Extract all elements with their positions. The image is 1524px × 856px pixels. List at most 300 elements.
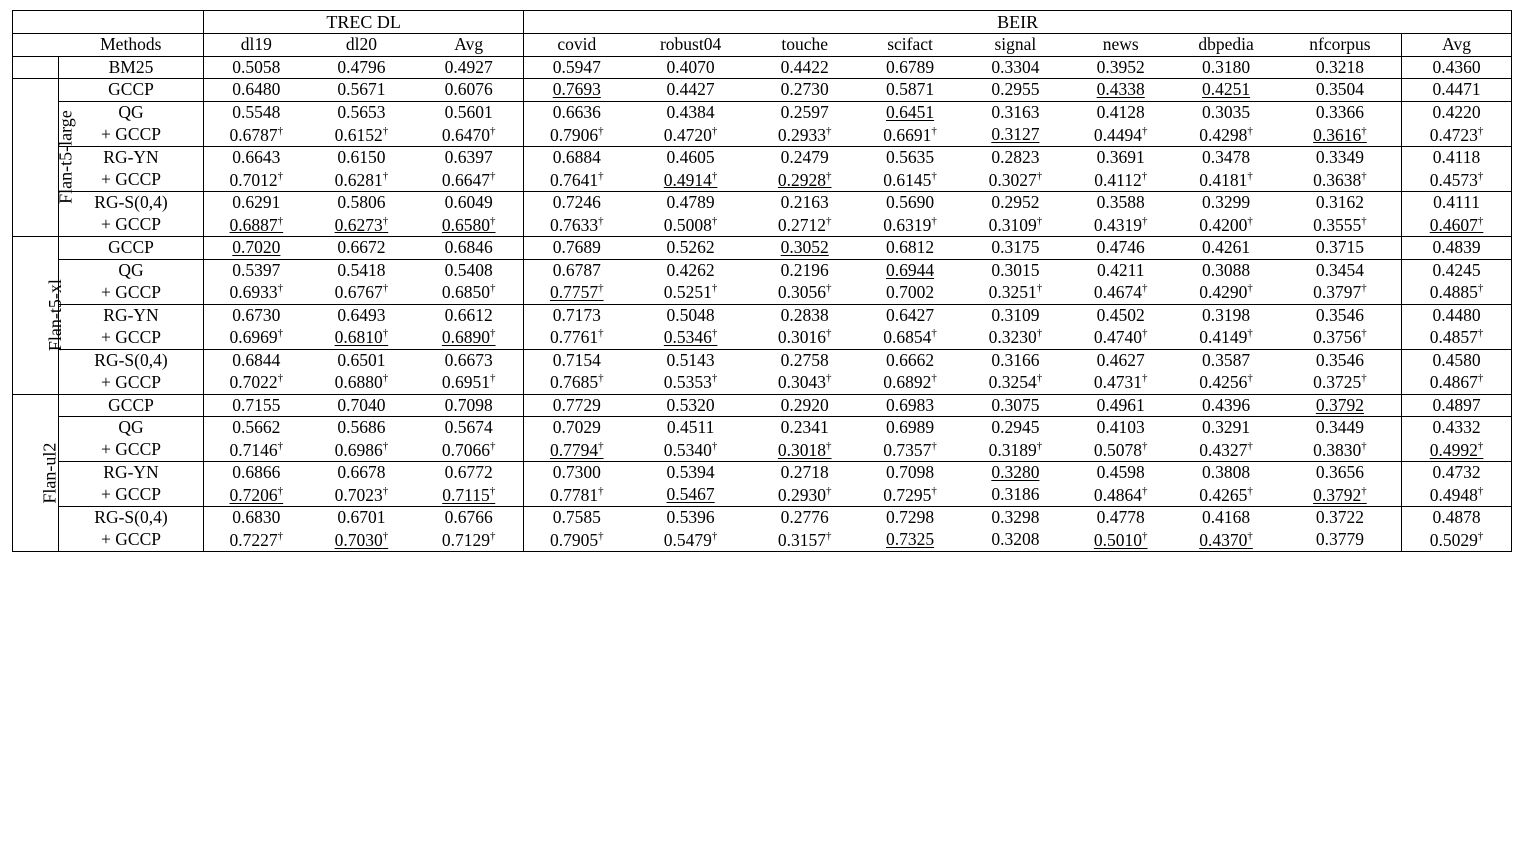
metric-value: 0.4319	[1093, 214, 1143, 235]
metric-value: 0.6612	[444, 304, 493, 325]
col-header-touche-6: touche	[752, 34, 857, 57]
metric-cell: 0.4265†	[1199, 484, 1253, 505]
metric-cell	[752, 101, 857, 123]
metric-cell	[414, 507, 524, 529]
metric-value: 0.3830	[1313, 439, 1362, 460]
table-row	[13, 439, 1512, 462]
metric-value: 0.4181	[1199, 169, 1248, 190]
metric-value: 0.3052	[780, 236, 829, 257]
metric-value: 0.6580	[441, 214, 491, 235]
metric-cell: 0.6854†	[883, 327, 937, 348]
metric-cell	[1402, 101, 1512, 123]
metric-cell	[1279, 146, 1402, 168]
metric-cell	[1173, 417, 1278, 439]
metric-value: 0.3163	[991, 101, 1040, 122]
metric-cell	[309, 507, 414, 529]
metric-value: 0.7757	[549, 282, 599, 302]
metric-cell: 0.6152†	[334, 124, 389, 145]
metric-value: 0.4796	[337, 56, 386, 77]
metric-value: 0.6933	[229, 282, 278, 302]
metric-cell	[1402, 56, 1512, 79]
metric-value: 0.7357	[883, 439, 932, 460]
row-method-label: + GCCP	[59, 326, 204, 349]
metric-value: 0.7098	[444, 394, 493, 415]
row-method-label: + GCCP	[59, 281, 204, 304]
table-row	[13, 462, 1512, 484]
metric-cell	[203, 394, 308, 417]
metric-cell	[1402, 259, 1512, 281]
metric-cell: 0.6933†	[229, 282, 284, 302]
metric-cell: 0.7641†	[524, 169, 629, 192]
row-method-label: RG-S(0,4)	[59, 191, 204, 213]
metric-cell: 0.2933†	[777, 124, 832, 145]
metric-cell	[1279, 507, 1402, 529]
metric-value: 0.4961	[1096, 394, 1145, 415]
table-row	[13, 417, 1512, 439]
metric-cell: 0.5479†	[663, 529, 718, 550]
metric-cell	[309, 101, 414, 123]
metric-cell	[963, 79, 1068, 102]
metric-value: 0.3715	[1315, 236, 1364, 257]
metric-value: 0.3166	[991, 349, 1040, 370]
metric-cell	[752, 146, 857, 168]
metric-cell	[857, 259, 962, 281]
metric-cell	[1068, 236, 1173, 259]
metric-cell	[1173, 462, 1278, 484]
row-method-label: BM25	[59, 56, 204, 79]
metric-cell: 0.3189†	[988, 439, 1043, 460]
metric-value: 0.3656	[1315, 462, 1364, 483]
metric-value: 0.4511	[666, 417, 715, 438]
metric-value: 0.3254	[988, 372, 1037, 393]
metric-value: 0.4103	[1096, 417, 1145, 438]
metric-cell	[1279, 304, 1402, 326]
group-col-blank	[13, 34, 59, 57]
metric-cell	[524, 259, 629, 281]
metric-cell	[414, 394, 524, 417]
metric-cell	[414, 79, 524, 102]
metric-cell: 0.3792†	[1313, 484, 1367, 505]
metric-value: 0.5635	[885, 146, 935, 167]
metric-value: 0.4211	[1096, 259, 1145, 280]
metric-cell	[963, 101, 1068, 123]
metric-value: 0.5058	[232, 56, 281, 77]
metric-value: 0.6397	[444, 146, 493, 167]
metric-value: 0.7246	[552, 191, 601, 212]
metric-cell	[524, 507, 629, 529]
metric-cell: 0.3555†	[1313, 214, 1367, 235]
metric-cell	[963, 349, 1068, 371]
metric-value: 0.7066	[441, 439, 491, 460]
metric-value: 0.3304	[991, 56, 1040, 77]
metric-cell	[1068, 462, 1173, 484]
metric-value: 0.3588	[1096, 191, 1145, 212]
metric-cell: 0.7633†	[524, 214, 629, 237]
metric-cell	[203, 349, 308, 371]
metric-value: 0.6470	[441, 124, 491, 145]
row-method-label: RG-YN	[59, 462, 204, 484]
metric-cell: 0.6580†	[441, 214, 496, 235]
metric-value: 0.6789	[885, 56, 935, 77]
metric-value: 0.6480	[232, 79, 281, 100]
metric-value: 0.6766	[444, 507, 493, 528]
metric-cell	[1173, 56, 1278, 79]
metric-value: 0.4396	[1201, 394, 1251, 415]
header-group-trec-dl: TREC DL	[203, 11, 523, 34]
table-row	[13, 394, 1512, 417]
metric-cell	[524, 191, 629, 213]
metric-cell	[857, 79, 962, 102]
metric-cell: 0.6691†	[883, 124, 937, 145]
metric-value: 0.3198	[1201, 304, 1251, 325]
metric-value: 0.3186	[991, 484, 1040, 505]
metric-cell	[752, 394, 857, 417]
metric-cell	[414, 259, 524, 281]
metric-cell: 0.3109†	[988, 214, 1043, 235]
metric-value: 0.6647	[441, 169, 491, 190]
metric-value: 0.5340	[663, 439, 712, 460]
metric-cell	[1402, 507, 1512, 529]
metric-value: 0.3189	[988, 439, 1037, 460]
metric-cell	[752, 259, 857, 281]
results-table	[12, 10, 1512, 552]
metric-value: 0.2758	[780, 349, 829, 370]
metric-value: 0.7689	[552, 236, 601, 257]
metric-cell	[309, 304, 414, 326]
metric-cell: 0.6767†	[334, 282, 389, 302]
metric-value: 0.4168	[1201, 507, 1251, 528]
metric-value: 0.3449	[1315, 417, 1364, 438]
metric-value: 0.3109	[988, 214, 1037, 235]
metric-cell: 0.4370†	[1199, 529, 1253, 550]
table-row	[13, 236, 1512, 259]
metric-cell: 0.4723†	[1402, 124, 1512, 147]
metric-cell	[1279, 191, 1402, 213]
metric-cell	[1068, 146, 1173, 168]
col-header-nfcorpus-11: nfcorpus	[1279, 34, 1402, 57]
metric-cell	[203, 304, 308, 326]
metric-cell	[309, 259, 414, 281]
metric-cell: 0.6810†	[334, 327, 389, 348]
metric-value: 0.7029	[552, 417, 601, 438]
metric-value: 0.5467	[666, 484, 715, 505]
metric-value: 0.4720	[663, 124, 712, 145]
metric-value: 0.5418	[337, 259, 386, 280]
metric-value: 0.4627	[1096, 349, 1145, 370]
metric-value: 0.4580	[1432, 349, 1481, 370]
metric-value: 0.6673	[444, 349, 493, 370]
table-row	[13, 259, 1512, 281]
metric-cell	[203, 259, 308, 281]
metric-value: 0.6887	[229, 214, 278, 235]
metric-cell	[1173, 101, 1278, 123]
row-method-label: RG-YN	[59, 146, 204, 168]
metric-cell: 0.6969†	[229, 327, 284, 348]
metric-cell: 0.7227†	[229, 529, 284, 550]
metric-cell	[963, 56, 1068, 79]
metric-cell: 0.3056†	[777, 282, 832, 302]
metric-cell: 0.3027†	[988, 169, 1043, 190]
metric-value: 0.3018	[777, 439, 827, 460]
metric-cell: 0.4256†	[1199, 372, 1253, 393]
col-header-dl20-2: dl20	[309, 34, 414, 57]
metric-cell	[1279, 417, 1402, 439]
col-header-dl19-1: dl19	[203, 34, 308, 57]
metric-cell	[857, 101, 962, 123]
metric-value: 0.7002	[885, 281, 935, 302]
metric-value: 0.4149	[1199, 327, 1248, 348]
metric-cell	[1402, 79, 1512, 102]
metric-value: 0.6672	[337, 236, 386, 257]
metric-cell	[1068, 259, 1173, 281]
metric-value: 0.6850	[441, 282, 491, 302]
metric-cell: 0.7012†	[229, 169, 284, 190]
metric-cell	[1173, 259, 1278, 281]
metric-value: 0.4298	[1199, 124, 1248, 145]
metric-value: 0.4746	[1096, 236, 1145, 257]
metric-cell: 0.4181†	[1199, 169, 1253, 190]
metric-value: 0.2597	[780, 101, 829, 122]
metric-value: 0.6150	[337, 146, 386, 167]
metric-value: 0.5251	[663, 282, 712, 302]
metric-cell: 0.3797†	[1313, 282, 1367, 302]
metric-value: 0.5078	[1093, 439, 1143, 460]
metric-value: 0.7098	[885, 462, 935, 483]
metric-value: 0.6291	[232, 191, 281, 212]
metric-value: 0.6951	[441, 372, 491, 393]
metric-value: 0.3027	[988, 169, 1037, 190]
metric-cell	[629, 484, 752, 507]
metric-cell: 0.5353†	[663, 372, 718, 393]
metric-cell	[752, 462, 857, 484]
metric-cell: 0.7761†	[524, 326, 629, 349]
metric-cell: 0.2930†	[777, 484, 832, 505]
metric-value: 0.7641	[549, 169, 599, 190]
metric-value: 0.2776	[780, 507, 829, 528]
metric-cell	[1402, 236, 1512, 259]
metric-cell	[309, 236, 414, 259]
metric-cell	[857, 529, 962, 552]
metric-cell	[203, 79, 308, 102]
row-method-label: QG	[59, 259, 204, 281]
col-header-avg-3: Avg	[414, 34, 524, 57]
metric-value: 0.4111	[1433, 191, 1480, 212]
metric-cell	[629, 101, 752, 123]
metric-value: 0.6854	[883, 327, 932, 348]
metric-value: 0.4897	[1432, 394, 1481, 415]
metric-value: 0.4789	[666, 191, 715, 212]
metric-value: 0.7154	[552, 349, 601, 370]
metric-cell: 0.6880†	[334, 372, 389, 393]
metric-value: 0.3175	[991, 236, 1040, 257]
table-row	[13, 79, 1512, 102]
metric-cell: 0.7357†	[883, 439, 937, 460]
metric-cell	[857, 281, 962, 304]
metric-cell	[629, 79, 752, 102]
metric-value: 0.6427	[885, 304, 935, 325]
metric-value: 0.7633	[549, 214, 599, 235]
metric-cell: 0.6787†	[229, 124, 284, 145]
metric-value: 0.4128	[1096, 101, 1145, 122]
metric-value: 0.5353	[663, 372, 712, 393]
metric-cell	[1068, 304, 1173, 326]
table-row	[13, 146, 1512, 168]
col-header-scifact-7: scifact	[857, 34, 962, 57]
metric-value: 0.3015	[991, 259, 1040, 280]
metric-cell	[629, 146, 752, 168]
table-row	[13, 529, 1512, 552]
metric-cell: 0.7757†	[524, 281, 629, 304]
metric-value: 0.2718	[780, 462, 829, 483]
metric-value: 0.3016	[777, 327, 827, 348]
metric-value: 0.6844	[232, 349, 281, 370]
metric-value: 0.3218	[1315, 56, 1364, 77]
metric-value: 0.6451	[885, 101, 935, 122]
metric-value: 0.4338	[1096, 79, 1145, 100]
col-header-avg-12: Avg	[1402, 34, 1512, 57]
metric-cell	[524, 79, 629, 102]
metric-cell	[203, 191, 308, 213]
metric-cell	[524, 349, 629, 371]
metric-cell	[752, 191, 857, 213]
metric-cell	[857, 462, 962, 484]
metric-cell	[524, 236, 629, 259]
metric-value: 0.2163	[780, 191, 829, 212]
metric-value: 0.3546	[1315, 349, 1364, 370]
row-method-label: RG-S(0,4)	[59, 507, 204, 529]
metric-cell: 0.3756†	[1313, 327, 1367, 348]
metric-value: 0.3616	[1313, 124, 1362, 145]
metric-cell: 0.3725†	[1313, 372, 1367, 393]
metric-cell	[629, 236, 752, 259]
metric-cell: 0.4948†	[1402, 484, 1512, 507]
row-group-label	[13, 236, 65, 394]
metric-value: 0.4864	[1093, 484, 1143, 505]
metric-cell	[629, 259, 752, 281]
row-method-label: + GCCP	[59, 169, 204, 192]
metric-value: 0.5479	[663, 529, 712, 550]
metric-value: 0.5690	[885, 191, 935, 212]
metric-cell	[629, 394, 752, 417]
metric-value: 0.6701	[337, 507, 386, 528]
metric-cell	[963, 124, 1068, 147]
metric-cell	[1279, 349, 1402, 371]
metric-cell	[1279, 462, 1402, 484]
metric-cell: 0.5340†	[663, 439, 718, 460]
metric-value: 0.3208	[991, 529, 1040, 550]
metric-value: 0.4427	[666, 79, 715, 100]
metric-value: 0.5320	[666, 394, 715, 415]
metric-cell: 0.7030†	[334, 529, 389, 550]
metric-cell	[1402, 394, 1512, 417]
metric-cell	[857, 191, 962, 213]
metric-cell	[1068, 56, 1173, 79]
metric-value: 0.3157	[777, 529, 827, 550]
row-group-label-text: Flan-ul2	[39, 442, 60, 504]
metric-value: 0.3299	[1201, 191, 1251, 212]
metric-cell	[414, 462, 524, 484]
metric-value: 0.4245	[1432, 259, 1481, 280]
metric-cell: 0.6319†	[883, 214, 937, 235]
metric-value: 0.4607	[1429, 214, 1478, 235]
metric-cell: 0.4327†	[1199, 439, 1253, 460]
metric-value: 0.4605	[666, 146, 715, 167]
table-row	[13, 191, 1512, 213]
table-row	[13, 484, 1512, 507]
metric-cell: 0.3230†	[988, 327, 1043, 348]
metric-cell: 0.3638†	[1313, 169, 1367, 190]
metric-value: 0.4839	[1432, 236, 1481, 257]
metric-cell	[309, 191, 414, 213]
metric-value: 0.7905	[549, 529, 599, 550]
metric-value: 0.6986	[334, 439, 383, 460]
metric-cell	[1068, 349, 1173, 371]
table-row	[13, 169, 1512, 192]
metric-cell	[1279, 394, 1402, 417]
metric-value: 0.4384	[666, 101, 715, 122]
metric-cell	[309, 56, 414, 79]
metric-cell	[1068, 191, 1173, 213]
metric-value: 0.7906	[549, 124, 599, 145]
metric-value: 0.5947	[552, 56, 601, 77]
metric-cell	[963, 146, 1068, 168]
metric-value: 0.5674	[444, 417, 493, 438]
row-method-label: + GCCP	[59, 529, 204, 552]
metric-value: 0.5396	[666, 507, 715, 528]
metric-value: 0.6880	[334, 372, 383, 393]
metric-cell	[629, 349, 752, 371]
metric-cell	[1279, 236, 1402, 259]
metric-cell: 0.4992†	[1402, 439, 1512, 462]
metric-cell	[857, 417, 962, 439]
metric-cell	[203, 417, 308, 439]
metric-value: 0.3722	[1315, 507, 1364, 528]
metric-cell	[309, 146, 414, 168]
metric-cell: 0.6145†	[883, 169, 937, 190]
metric-cell: 0.7906†	[524, 124, 629, 147]
row-group-label	[13, 56, 59, 79]
metric-cell: 0.6986†	[334, 439, 389, 460]
metric-cell	[203, 101, 308, 123]
metric-value: 0.7146	[229, 439, 278, 460]
metric-value: 0.5408	[444, 259, 493, 280]
metric-cell	[629, 304, 752, 326]
metric-cell: 0.4319†	[1093, 214, 1148, 235]
metric-value: 0.6810	[334, 327, 383, 348]
metric-cell	[203, 507, 308, 529]
metric-cell	[1173, 79, 1278, 102]
metric-cell	[309, 462, 414, 484]
metric-value: 0.3792	[1313, 484, 1362, 505]
metric-cell	[1068, 79, 1173, 102]
metric-cell	[1173, 236, 1278, 259]
metric-cell: 0.3016†	[777, 327, 832, 348]
metric-cell: 0.4607†	[1402, 214, 1512, 237]
metric-value: 0.2823	[991, 146, 1040, 167]
metric-cell	[857, 56, 962, 79]
metric-value: 0.7206	[229, 484, 278, 505]
metric-value: 0.4290	[1199, 282, 1248, 302]
metric-cell	[1279, 101, 1402, 123]
metric-cell: 0.3830†	[1313, 439, 1367, 460]
row-group-label	[13, 79, 76, 237]
metric-value: 0.3349	[1315, 146, 1364, 167]
metric-value: 0.3180	[1201, 56, 1251, 77]
metric-value: 0.5029	[1429, 529, 1478, 550]
row-method-label: GCCP	[59, 79, 204, 102]
metric-cell	[1068, 394, 1173, 417]
metric-value: 0.4261	[1201, 236, 1251, 257]
